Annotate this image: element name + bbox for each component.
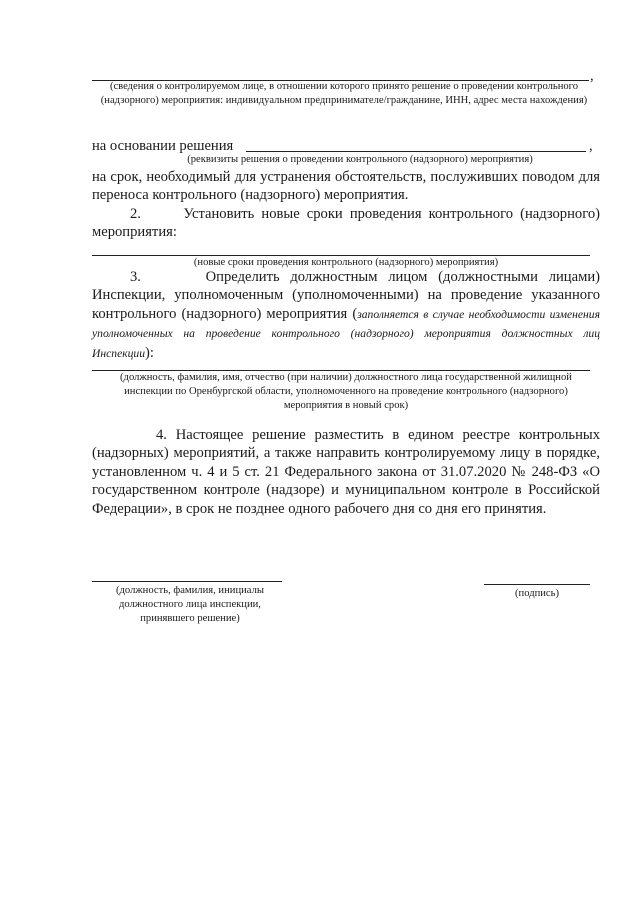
signer-line: [92, 581, 282, 582]
signature-line: [484, 584, 590, 585]
basis-hint: (реквизиты решения о проведении контрольного (надзорного) мероприятия): [187, 154, 533, 165]
controlled-person-hint: (сведения о контролируемом лице, в отношении которого принято решение о проведении контрольного (надзорного) мероприятия: индивидуальном предпринимателе/гражданине, ИНН, адрес места нахождения): [100, 81, 588, 106]
signer-hint: (должность, фамилия, инициалы должностного лица инспекции, принявшего решение): [116, 585, 264, 624]
basis-label: на основании решения: [92, 138, 234, 154]
item-3-main: 3. Определить должностным лицом (должностными лицами) Инспекции, уполномоченным (уполномоченными) на проведение указанного контрольного (надзорного) мероприятия (: [92, 269, 600, 322]
official-hint: (должность, фамилия, имя, отчество (при наличии) должностного лица государственной жилищной инспекции по Оренбургской области, уполномоченного на проведение контрольного (надзорного) мероприятия в новый срок): [120, 372, 572, 411]
item-3-tail: ):: [145, 344, 154, 361]
signature-hint: (подпись): [515, 588, 559, 599]
item-2-text: 2. Установить новые сроки проведения контрольного (надзорного) мероприятия:: [92, 206, 600, 241]
basis-comma: ,: [589, 138, 593, 154]
item-3-italic-note: заполняется в случае необходимости изменения уполномоченных на проведение контрольного (надзорного) мероприятия должностных лиц Инспекции: [92, 307, 600, 360]
controlled-person-comma: ,: [590, 68, 594, 84]
item-4-text: 4. Настоящее решение разместить в едином реестре контрольных (надзорных) мероприятий, а также направить контролируемому лицу в порядке, установленном ч. 4 и 5 ст. 21 Федерального закона от 31.07.2020 № 248-ФЗ «О государственном контроле (надзоре) и муниципальном контроле в Российской Федерации», в срок не позднее одного рабочего дня со дня его принятия.: [92, 427, 600, 517]
item-3-text: [92, 268, 600, 363]
basis-continuation: на срок, необходимый для устранения обстоятельств, послуживших поводом для переноса контрольного (надзорного) мероприятия.: [92, 169, 600, 204]
basis-line: [246, 151, 586, 152]
new-dates-hint: (новые сроки проведения контрольного (надзорного) мероприятия): [193, 257, 499, 268]
